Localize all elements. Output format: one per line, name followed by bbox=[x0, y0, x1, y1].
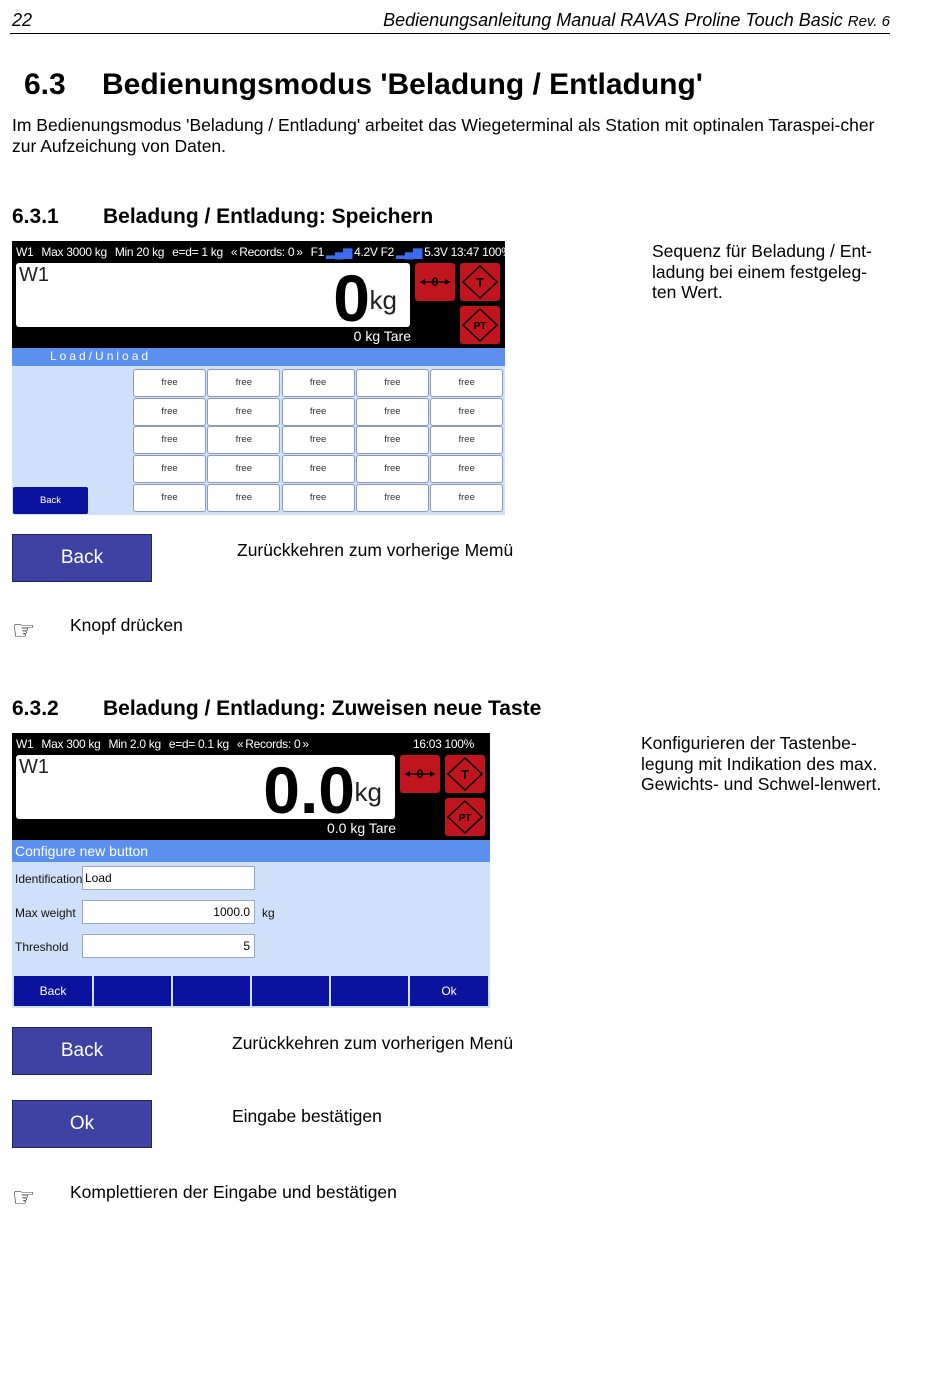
pointing-hand-icon: ☞ bbox=[12, 615, 36, 645]
status-records: Records: 0 bbox=[239, 245, 295, 259]
section-number: 6.3 bbox=[24, 68, 66, 101]
svg-text:PT: PT bbox=[458, 813, 472, 824]
document-title bbox=[383, 10, 890, 31]
svg-text:T: T bbox=[476, 275, 484, 290]
ok-button-large[interactable]: Ok bbox=[12, 1100, 152, 1148]
records-prev-icon[interactable]: « bbox=[236, 737, 244, 751]
slot-button[interactable]: free bbox=[430, 455, 503, 483]
subsection-2-heading bbox=[12, 697, 541, 721]
pointing-hand-icon: ☞ bbox=[12, 1182, 36, 1212]
panel-header bbox=[12, 840, 490, 862]
weight-unit: kg bbox=[354, 777, 382, 807]
tare-icon bbox=[445, 755, 485, 793]
panel-header bbox=[12, 348, 505, 366]
slot-button[interactable]: free bbox=[356, 369, 429, 397]
slot-button[interactable]: free bbox=[430, 484, 503, 512]
records-next-icon[interactable]: » bbox=[302, 737, 309, 751]
back-description: Zurückkehren zum vorherigen Menü bbox=[232, 1033, 514, 1053]
configure-panel bbox=[12, 840, 490, 1008]
subsection-2-number: 6.3.2 bbox=[12, 697, 59, 720]
svg-text:0: 0 bbox=[416, 767, 424, 781]
status-right bbox=[413, 733, 474, 755]
status-v1: 4.2V bbox=[354, 245, 378, 259]
weight-value: 0 bbox=[333, 261, 370, 335]
tare-value: 0 kg Tare bbox=[353, 328, 411, 344]
status-battery: 100% bbox=[482, 245, 512, 259]
hint-text: Knopf drücken bbox=[70, 615, 183, 635]
subsection-2-title: Beladung / Entladung: Zuweisen neue Taste bbox=[103, 697, 542, 720]
slot-button[interactable]: free bbox=[282, 426, 355, 454]
status-time: 16:03 bbox=[412, 737, 442, 751]
weight-value: 0.0 bbox=[263, 753, 355, 827]
signal-icon: ▂▄▆ bbox=[326, 245, 353, 259]
slot-button[interactable]: free bbox=[430, 369, 503, 397]
records-prev-icon[interactable]: « bbox=[230, 245, 238, 259]
tare-key[interactable] bbox=[460, 263, 500, 301]
weight-display bbox=[16, 261, 410, 335]
max-weight-unit: kg bbox=[262, 906, 275, 920]
svg-text:0: 0 bbox=[431, 275, 439, 289]
back-button-large[interactable]: Back bbox=[12, 1027, 152, 1075]
battery-icon bbox=[515, 248, 539, 257]
threshold-input[interactable]: 5 bbox=[82, 934, 255, 958]
subsection-1-number: 6.3.1 bbox=[12, 205, 59, 228]
status-bar bbox=[12, 733, 490, 755]
header-rule bbox=[10, 33, 890, 34]
tare-value: 0.0 kg Tare bbox=[326, 820, 396, 836]
status-min: Min 2.0 kg bbox=[108, 737, 161, 751]
slot-button[interactable]: free bbox=[133, 369, 206, 397]
status-f1: F1 bbox=[310, 245, 325, 259]
ok-button[interactable]: Ok bbox=[410, 976, 488, 1006]
preset-tare-icon bbox=[460, 306, 500, 344]
status-bar bbox=[12, 241, 512, 263]
status-w: W1 bbox=[16, 737, 34, 751]
signal-icon: ▂▄▆ bbox=[396, 245, 423, 259]
tare-icon bbox=[460, 263, 500, 301]
page-number: 22 bbox=[12, 10, 33, 30]
status-max: Max 3000 kg bbox=[41, 245, 107, 259]
weight-display bbox=[16, 753, 395, 827]
revision: Rev. 6 bbox=[847, 13, 890, 30]
terminal-screen-1 bbox=[12, 241, 512, 515]
document-title-text: Bedienungsanleitung Manual RAVAS Proline Touch Basic bbox=[383, 10, 843, 30]
status-e: e=d= 0.1 kg bbox=[168, 737, 229, 751]
zero-key[interactable] bbox=[415, 263, 455, 301]
load-unload-panel bbox=[12, 348, 505, 515]
slot-button[interactable]: free bbox=[282, 369, 355, 397]
slot-button[interactable]: free bbox=[133, 398, 206, 426]
preset-tare-icon bbox=[445, 798, 485, 836]
intro-paragraph: Im Bedienungsmodus 'Beladung / Entladung' arbeitet das Wiegeterminal als Station mit optinalen Taraspei-cher zur Aufzeichung von Daten. bbox=[12, 115, 875, 156]
zero-key[interactable] bbox=[400, 755, 440, 793]
terminal-screen-2 bbox=[12, 733, 490, 1008]
slot-button[interactable]: free bbox=[282, 484, 355, 512]
svg-text:PT: PT bbox=[473, 321, 487, 332]
slot-button[interactable]: free bbox=[207, 484, 280, 512]
subsection-2-side-text: Konfigurieren der Tastenbe-legung mit Indikation des max. Gewichts- und Schwel-lenwert. bbox=[641, 733, 882, 794]
preset-tare-key[interactable] bbox=[445, 798, 485, 836]
panel-title: Configure new button bbox=[15, 843, 149, 859]
tare-key[interactable] bbox=[445, 755, 485, 793]
status-records: Records: 0 bbox=[245, 737, 301, 751]
max-weight-label: Max weight bbox=[15, 906, 76, 920]
subsection-1-side-text: Sequenz für Beladung / Ent-ladung bei einem festgeleg-ten Wert. bbox=[652, 241, 872, 302]
empty-button-1[interactable] bbox=[94, 976, 171, 1006]
section-heading bbox=[24, 68, 703, 102]
slot-button[interactable]: free bbox=[430, 426, 503, 454]
identification-input[interactable]: Load bbox=[82, 866, 255, 890]
weight-unit: kg bbox=[369, 285, 397, 315]
slot-button[interactable]: free bbox=[282, 398, 355, 426]
slot-button[interactable]: free bbox=[356, 398, 429, 426]
identification-label: Identification bbox=[15, 872, 83, 886]
status-battery: 100% bbox=[444, 737, 474, 751]
empty-button-3[interactable] bbox=[252, 976, 329, 1006]
weight-label: W1 bbox=[19, 756, 49, 778]
status-max: Max 300 kg bbox=[41, 737, 101, 751]
slot-button[interactable]: free bbox=[207, 369, 280, 397]
section-title: Bedienungsmodus 'Beladung / Entladung' bbox=[102, 68, 703, 101]
back-description: Zurückkehren zum vorherige Memü bbox=[237, 540, 514, 560]
preset-tare-key[interactable] bbox=[460, 306, 500, 344]
max-weight-input[interactable]: 1000.0 bbox=[82, 900, 255, 924]
subsection-1-title: Beladung / Entladung: Speichern bbox=[103, 205, 434, 228]
slot-button[interactable]: free bbox=[133, 455, 206, 483]
back-button[interactable]: Back bbox=[14, 976, 92, 1006]
back-button-large[interactable]: Back bbox=[12, 534, 152, 582]
status-w: W1 bbox=[16, 245, 34, 259]
subsection-1-heading bbox=[12, 205, 433, 229]
zero-icon bbox=[400, 755, 440, 793]
weight-label: W1 bbox=[19, 264, 49, 286]
panel-title: Load/Unload bbox=[50, 349, 152, 363]
slot-button[interactable]: free bbox=[133, 484, 206, 512]
status-min: Min 20 kg bbox=[114, 245, 165, 259]
records-next-icon[interactable]: » bbox=[296, 245, 303, 259]
svg-text:T: T bbox=[461, 767, 469, 782]
slot-button[interactable]: free bbox=[356, 426, 429, 454]
hint-text: Komplettieren der Eingabe und bestätigen bbox=[70, 1182, 397, 1202]
empty-button-4[interactable] bbox=[331, 976, 408, 1006]
status-e: e=d= 1 kg bbox=[172, 245, 223, 259]
slot-button[interactable]: free bbox=[356, 455, 429, 483]
slot-button[interactable]: free bbox=[207, 426, 280, 454]
ok-description: Eingabe bestätigen bbox=[232, 1106, 382, 1126]
slot-button[interactable]: free bbox=[430, 398, 503, 426]
slot-button[interactable]: free bbox=[133, 426, 206, 454]
status-v2: 5.3V bbox=[424, 245, 448, 259]
back-button[interactable]: Back bbox=[13, 487, 88, 514]
slot-button[interactable]: free bbox=[207, 398, 280, 426]
threshold-label: Threshold bbox=[15, 940, 69, 954]
slot-button[interactable]: free bbox=[282, 455, 355, 483]
status-time: 13:47 bbox=[450, 245, 480, 259]
empty-button-2[interactable] bbox=[173, 976, 250, 1006]
zero-icon bbox=[415, 263, 455, 301]
status-f2: F2 bbox=[380, 245, 394, 259]
slot-button[interactable]: free bbox=[356, 484, 429, 512]
slot-button[interactable]: free bbox=[207, 455, 280, 483]
